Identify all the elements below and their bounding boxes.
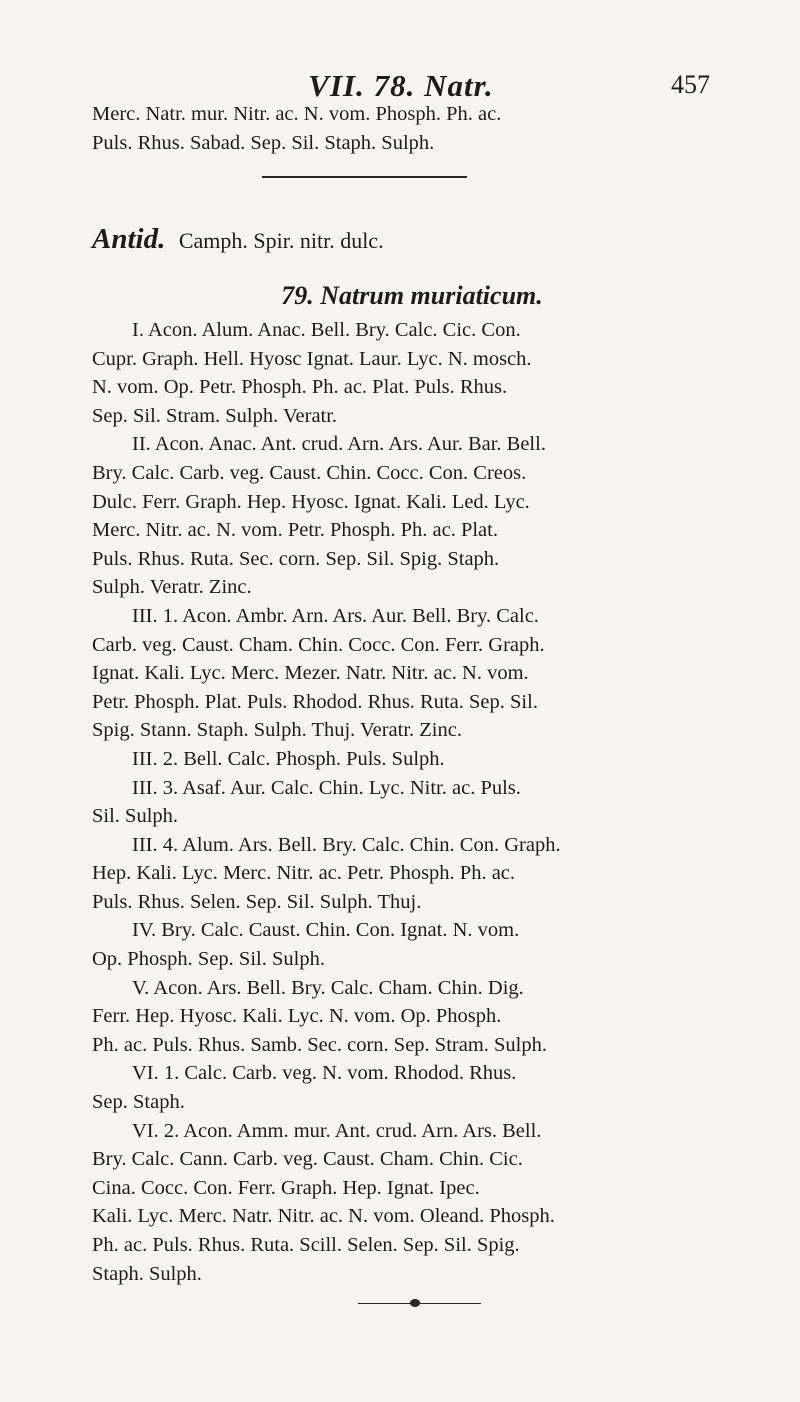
text-line: III. 2. Bell. Calc. Phosph. Puls. Sulph.	[132, 747, 445, 770]
text-line: N. vom. Op. Petr. Phosph. Ph. ac. Plat. Puls. Rhus.	[92, 376, 508, 399]
text-line: Spig. Stann. Staph. Sulph. Thuj. Veratr. Zinc.	[92, 719, 462, 742]
text-line: Puls. Rhus. Sabad. Sep. Sil. Staph. Sulph.	[92, 131, 435, 154]
continued-text	[92, 100, 732, 157]
text-line: II. Acon. Anac. Ant. crud. Arn. Ars. Aur. Bar. Bell.	[132, 433, 546, 456]
text-line: Bry. Calc. Carb. veg. Caust. Chin. Cocc. Con. Creos.	[92, 461, 527, 484]
text-line: Ph. ac. Puls. Rhus. Ruta. Scill. Selen. Sep. Sil. Spig.	[92, 1234, 520, 1256]
text-line: Sep. Staph.	[92, 1091, 185, 1114]
section-body	[92, 316, 732, 1288]
text-line: Ph. ac. Puls. Rhus. Samb. Sec. corn. Sep. Stram. Sulph.	[92, 1033, 547, 1056]
text-line: Bry. Calc. Cann. Carb. veg. Caust. Cham. Chin. Cic.	[92, 1148, 523, 1171]
text-line: III. 3. Asaf. Aur. Calc. Chin. Lyc. Nitr. ac. Puls.	[132, 776, 521, 799]
text-line: Kali. Lyc. Merc. Natr. Nitr. ac. N. vom. Oleand. Phosph.	[92, 1205, 555, 1228]
text-line: Puls. Rhus. Selen. Sep. Sil. Sulph. Thuj.	[92, 890, 422, 913]
end-ornament-dot	[410, 1299, 420, 1307]
antidotes-label: Antid.	[92, 223, 166, 255]
text-line: Hep. Kali. Lyc. Merc. Nitr. ac. Petr. Phosph. Ph. ac.	[92, 862, 516, 885]
section-divider	[262, 176, 467, 178]
text-line: Op. Phosph. Sep. Sil. Sulph.	[92, 948, 325, 971]
text-line: Merc. Nitr. ac. N. vom. Petr. Phosph. Ph. ac. Plat.	[92, 519, 498, 542]
text-line: III. 1. Acon. Ambr. Arn. Ars. Aur. Bell. Bry. Calc.	[132, 604, 539, 627]
text-line: Ferr. Hep. Hyosc. Kali. Lyc. N. vom. Op. Phosph.	[92, 1005, 502, 1028]
text-line: VI. 1. Calc. Carb. veg. N. vom. Rhodod. Rhus.	[132, 1062, 517, 1085]
text-line: III. 4. Alum. Ars. Bell. Bry. Calc. Chin. Con. Graph.	[132, 833, 561, 856]
text-line: Cupr. Graph. Hell. Hyosc Ignat. Laur. Lyc. N. mosch.	[92, 347, 532, 370]
text-line: Puls. Rhus. Ruta. Sec. corn. Sep. Sil. Spig. Staph.	[92, 547, 500, 570]
text-line: I. Acon. Alum. Anac. Bell. Bry. Calc. Cic. Con.	[132, 319, 521, 341]
antidotes-line	[92, 223, 732, 256]
section-heading: 79. Natrum muriaticum.	[281, 281, 543, 310]
text-line: Sil. Sulph.	[92, 805, 179, 828]
text-line: Petr. Phosph. Plat. Puls. Rhodod. Rhus. Ruta. Sep. Sil.	[92, 690, 538, 713]
text-line: VI. 2. Acon. Amm. mur. Ant. crud. Arn. Ars. Bell.	[132, 1119, 542, 1142]
text-line: Dulc. Ferr. Graph. Hep. Hyosc. Ignat. Kali. Led. Lyc.	[92, 490, 530, 513]
text-line: Sulph. Veratr. Zinc.	[92, 576, 252, 599]
page-number: 457	[671, 70, 710, 99]
text-line: Ignat. Kali. Lyc. Merc. Mezer. Natr. Nitr. ac. N. vom.	[92, 662, 529, 685]
text-line: Staph. Sulph.	[92, 1262, 202, 1285]
text-line: Cina. Cocc. Con. Ferr. Graph. Hep. Ignat. Ipec.	[92, 1176, 480, 1199]
running-head-title: VII. 78. Natr.	[308, 68, 494, 103]
text-line: IV. Bry. Calc. Caust. Chin. Con. Ignat. N. vom.	[132, 919, 520, 942]
text-line: Merc. Natr. mur. Nitr. ac. N. vom. Phosph. Ph. ac.	[92, 103, 502, 125]
text-line: Carb. veg. Caust. Cham. Chin. Cocc. Con. Ferr. Graph.	[92, 633, 545, 656]
antidotes-text: Camph. Spir. nitr. dulc.	[178, 228, 384, 253]
text-line: Sep. Sil. Stram. Sulph. Veratr.	[92, 404, 338, 427]
text-line: V. Acon. Ars. Bell. Bry. Calc. Cham. Chin. Dig.	[132, 976, 524, 999]
